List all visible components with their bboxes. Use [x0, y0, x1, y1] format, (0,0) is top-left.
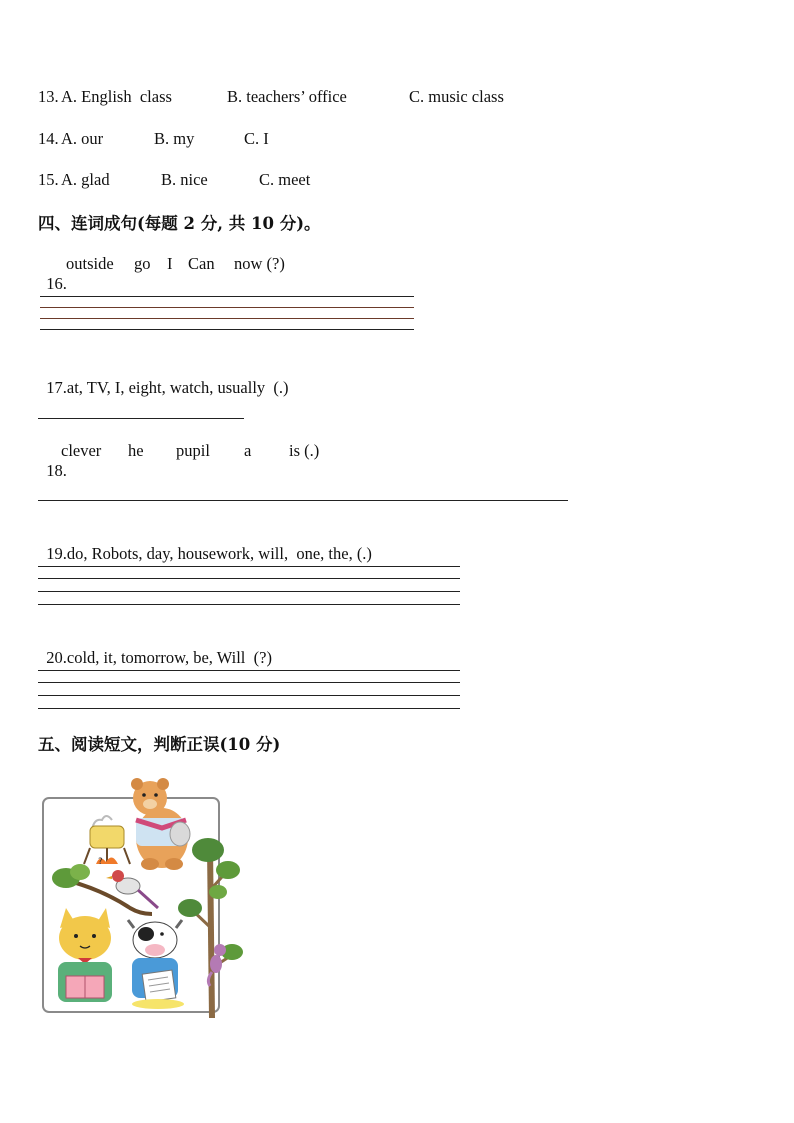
question-16-word: I — [167, 254, 173, 273]
answer-line-20-1[interactable] — [38, 670, 460, 671]
question-19-number: 19. — [46, 544, 67, 563]
answer-line-17[interactable] — [38, 418, 244, 419]
cow-icon — [128, 920, 184, 1009]
question-20-number: 20. — [46, 648, 67, 667]
question-17-number: 17. — [46, 378, 67, 397]
answer-line-19-3[interactable] — [38, 591, 460, 592]
section-5-heading: 五、阅读短文，判断正误(10 分) — [38, 735, 281, 754]
answer-line-19-2[interactable] — [38, 578, 460, 579]
question-18-number: 18. — [46, 461, 67, 480]
question-18-word: he — [128, 441, 144, 460]
question-20 — [38, 628, 272, 668]
mc-14-number: 14. — [38, 129, 59, 148]
mc-13-option-b: B. teachers’ office — [227, 87, 347, 106]
answer-line-19-4[interactable] — [38, 604, 460, 605]
mc-14-option-c: C. I — [244, 129, 269, 148]
answer-line-16-2[interactable] — [40, 307, 414, 308]
mc-13-number: 13. — [38, 87, 59, 106]
question-19 — [38, 524, 372, 564]
mc-13-option-a: A. English class — [61, 87, 172, 106]
mc-15-number: 15. — [38, 170, 59, 189]
mc-13-option-c: C. music class — [409, 87, 504, 106]
answer-line-20-3[interactable] — [38, 695, 460, 696]
question-16-word: outside — [66, 254, 114, 273]
question-18-word: clever — [61, 441, 102, 460]
mc-15-option-a: A. glad — [61, 170, 110, 189]
section-4-heading: 四、连词成句(每题 2 分, 共 10 分)。 — [38, 214, 321, 233]
question-19-text: do, Robots, day, housework, will, one, the, (.) — [66, 544, 372, 563]
question-16-word: now (?) — [234, 254, 285, 273]
answer-line-16-3[interactable] — [40, 318, 414, 319]
question-16-number: 16. — [46, 274, 67, 293]
mc-15-option-b: B. nice — [161, 170, 208, 189]
answer-line-18[interactable] — [38, 500, 568, 501]
mc-15-option-c: C. meet — [259, 170, 311, 189]
animals-illustration — [40, 768, 245, 1020]
svg-text:?: ? — [98, 857, 103, 867]
question-18-word: is (.) — [289, 441, 320, 460]
question-16-word: go — [134, 254, 151, 273]
question-18-word: pupil — [176, 441, 210, 460]
answer-line-16-4[interactable] — [40, 329, 414, 330]
question-17 — [38, 358, 289, 398]
question-16-word: Can — [188, 254, 215, 273]
answer-line-20-4[interactable] — [38, 708, 460, 709]
answer-line-16-1[interactable] — [40, 296, 414, 297]
answer-line-19-1[interactable] — [38, 566, 460, 567]
question-17-text: at, TV, I, eight, watch, usually (.) — [66, 378, 289, 397]
question-20-text: cold, it, tomorrow, be, Will (?) — [66, 648, 272, 667]
answer-line-20-2[interactable] — [38, 682, 460, 683]
question-18-word: a — [244, 441, 252, 460]
mc-14-option-b: B. my — [154, 129, 195, 148]
mc-14-option-a: A. our — [61, 129, 104, 148]
